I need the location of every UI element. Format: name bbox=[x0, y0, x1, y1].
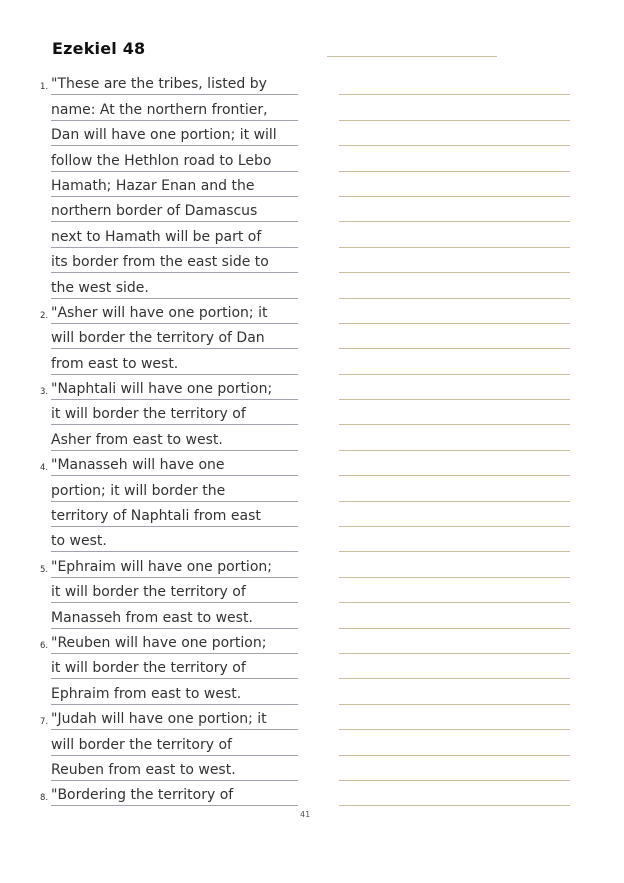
text-line bbox=[40, 781, 298, 806]
verse-text: name: At the northern frontier, bbox=[51, 101, 298, 121]
page-title: Ezekiel 48 bbox=[52, 39, 146, 58]
verse-text: Hamath; Hazar Enan and the bbox=[51, 177, 298, 197]
verse-number: 2. bbox=[40, 310, 49, 321]
verse-text: Reuben from east to west. bbox=[51, 761, 298, 781]
writing-line[interactable] bbox=[339, 679, 570, 704]
text-line bbox=[40, 400, 298, 425]
writing-line[interactable] bbox=[339, 451, 570, 476]
text-line bbox=[40, 578, 298, 603]
verse-text: northern border of Damascus bbox=[51, 202, 298, 222]
text-line bbox=[40, 476, 298, 501]
writing-line[interactable] bbox=[339, 121, 570, 146]
verse-text: "Bordering the territory of bbox=[51, 786, 298, 806]
verse-text: it will border the territory of bbox=[51, 659, 298, 679]
text-line bbox=[40, 324, 298, 349]
verse-text: it will border the territory of bbox=[51, 405, 298, 425]
verse-text: Manasseh from east to west. bbox=[51, 609, 298, 629]
verse-number: 8. bbox=[40, 793, 49, 804]
text-line bbox=[40, 248, 298, 273]
title-writing-line[interactable] bbox=[327, 56, 497, 57]
writing-line[interactable] bbox=[339, 248, 570, 273]
verse-text: "Manasseh will have one bbox=[51, 456, 298, 476]
writing-line[interactable] bbox=[339, 781, 570, 806]
text-line bbox=[40, 502, 298, 527]
verse-text: Asher from east to west. bbox=[51, 431, 298, 451]
verse-text: "Asher will have one portion; it bbox=[51, 304, 298, 324]
text-line bbox=[40, 121, 298, 146]
verse-text: the west side. bbox=[51, 279, 298, 299]
verse-text: "Reuben will have one portion; bbox=[51, 634, 298, 654]
text-line bbox=[40, 349, 298, 374]
verse-text: to west. bbox=[51, 532, 298, 552]
writing-line[interactable] bbox=[339, 552, 570, 577]
verse-number: 1. bbox=[40, 82, 49, 93]
verse-text: will border the territory of Dan bbox=[51, 329, 298, 349]
verse-text: "Judah will have one portion; it bbox=[51, 710, 298, 730]
writing-line[interactable] bbox=[339, 476, 570, 501]
verse-number: 5. bbox=[40, 564, 49, 575]
text-line bbox=[40, 172, 298, 197]
text-line bbox=[40, 451, 298, 476]
writing-line[interactable] bbox=[339, 95, 570, 120]
writing-line[interactable] bbox=[339, 730, 570, 755]
writing-line[interactable] bbox=[339, 527, 570, 552]
text-line bbox=[40, 552, 298, 577]
verse-text: follow the Hethlon road to Lebo bbox=[51, 152, 298, 172]
text-line bbox=[40, 146, 298, 171]
text-line bbox=[40, 679, 298, 704]
verse-text: "Ephraim will have one portion; bbox=[51, 558, 298, 578]
text-line bbox=[40, 527, 298, 552]
verse-number: 7. bbox=[40, 717, 49, 728]
writing-line[interactable] bbox=[339, 578, 570, 603]
verse-number: 3. bbox=[40, 387, 49, 398]
writing-line[interactable] bbox=[339, 324, 570, 349]
copy-writing-column bbox=[339, 70, 570, 806]
writing-line[interactable] bbox=[339, 349, 570, 374]
verse-text: territory of Naphtali from east bbox=[51, 507, 298, 527]
text-line bbox=[40, 273, 298, 298]
verse-text: portion; it will border the bbox=[51, 482, 298, 502]
text-line bbox=[40, 730, 298, 755]
verse-text: Dan will have one portion; it will bbox=[51, 126, 298, 146]
text-line bbox=[40, 197, 298, 222]
writing-line[interactable] bbox=[339, 756, 570, 781]
verse-number: 6. bbox=[40, 640, 49, 651]
writing-line[interactable] bbox=[339, 197, 570, 222]
writing-line[interactable] bbox=[339, 400, 570, 425]
text-line bbox=[40, 654, 298, 679]
writing-line[interactable] bbox=[339, 70, 570, 95]
verse-number: 4. bbox=[40, 463, 49, 474]
text-line bbox=[40, 756, 298, 781]
verse-text: it will border the territory of bbox=[51, 583, 298, 603]
text-line bbox=[40, 375, 298, 400]
text-line bbox=[40, 603, 298, 628]
verse-text: its border from the east side to bbox=[51, 253, 298, 273]
text-line bbox=[40, 95, 298, 120]
verse-text: "Naphtali will have one portion; bbox=[51, 380, 298, 400]
writing-line[interactable] bbox=[339, 273, 570, 298]
verse-text: next to Hamath will be part of bbox=[51, 228, 298, 248]
text-line bbox=[40, 222, 298, 247]
text-line bbox=[40, 629, 298, 654]
writing-line[interactable] bbox=[339, 502, 570, 527]
writing-line[interactable] bbox=[339, 146, 570, 171]
text-line bbox=[40, 70, 298, 95]
verse-text: Ephraim from east to west. bbox=[51, 685, 298, 705]
writing-line[interactable] bbox=[339, 299, 570, 324]
verse-text: will border the territory of bbox=[51, 736, 298, 756]
writing-line[interactable] bbox=[339, 654, 570, 679]
text-line bbox=[40, 425, 298, 450]
writing-line[interactable] bbox=[339, 222, 570, 247]
writing-line[interactable] bbox=[339, 375, 570, 400]
text-line bbox=[40, 299, 298, 324]
verse-text: from east to west. bbox=[51, 355, 298, 375]
writing-line[interactable] bbox=[339, 172, 570, 197]
writing-line[interactable] bbox=[339, 629, 570, 654]
writing-line[interactable] bbox=[339, 705, 570, 730]
scripture-text-column bbox=[40, 70, 298, 806]
verse-text: "These are the tribes, listed by bbox=[51, 75, 298, 95]
writing-line[interactable] bbox=[339, 603, 570, 628]
text-line bbox=[40, 705, 298, 730]
page-number: 41 bbox=[300, 810, 311, 819]
writing-line[interactable] bbox=[339, 425, 570, 450]
